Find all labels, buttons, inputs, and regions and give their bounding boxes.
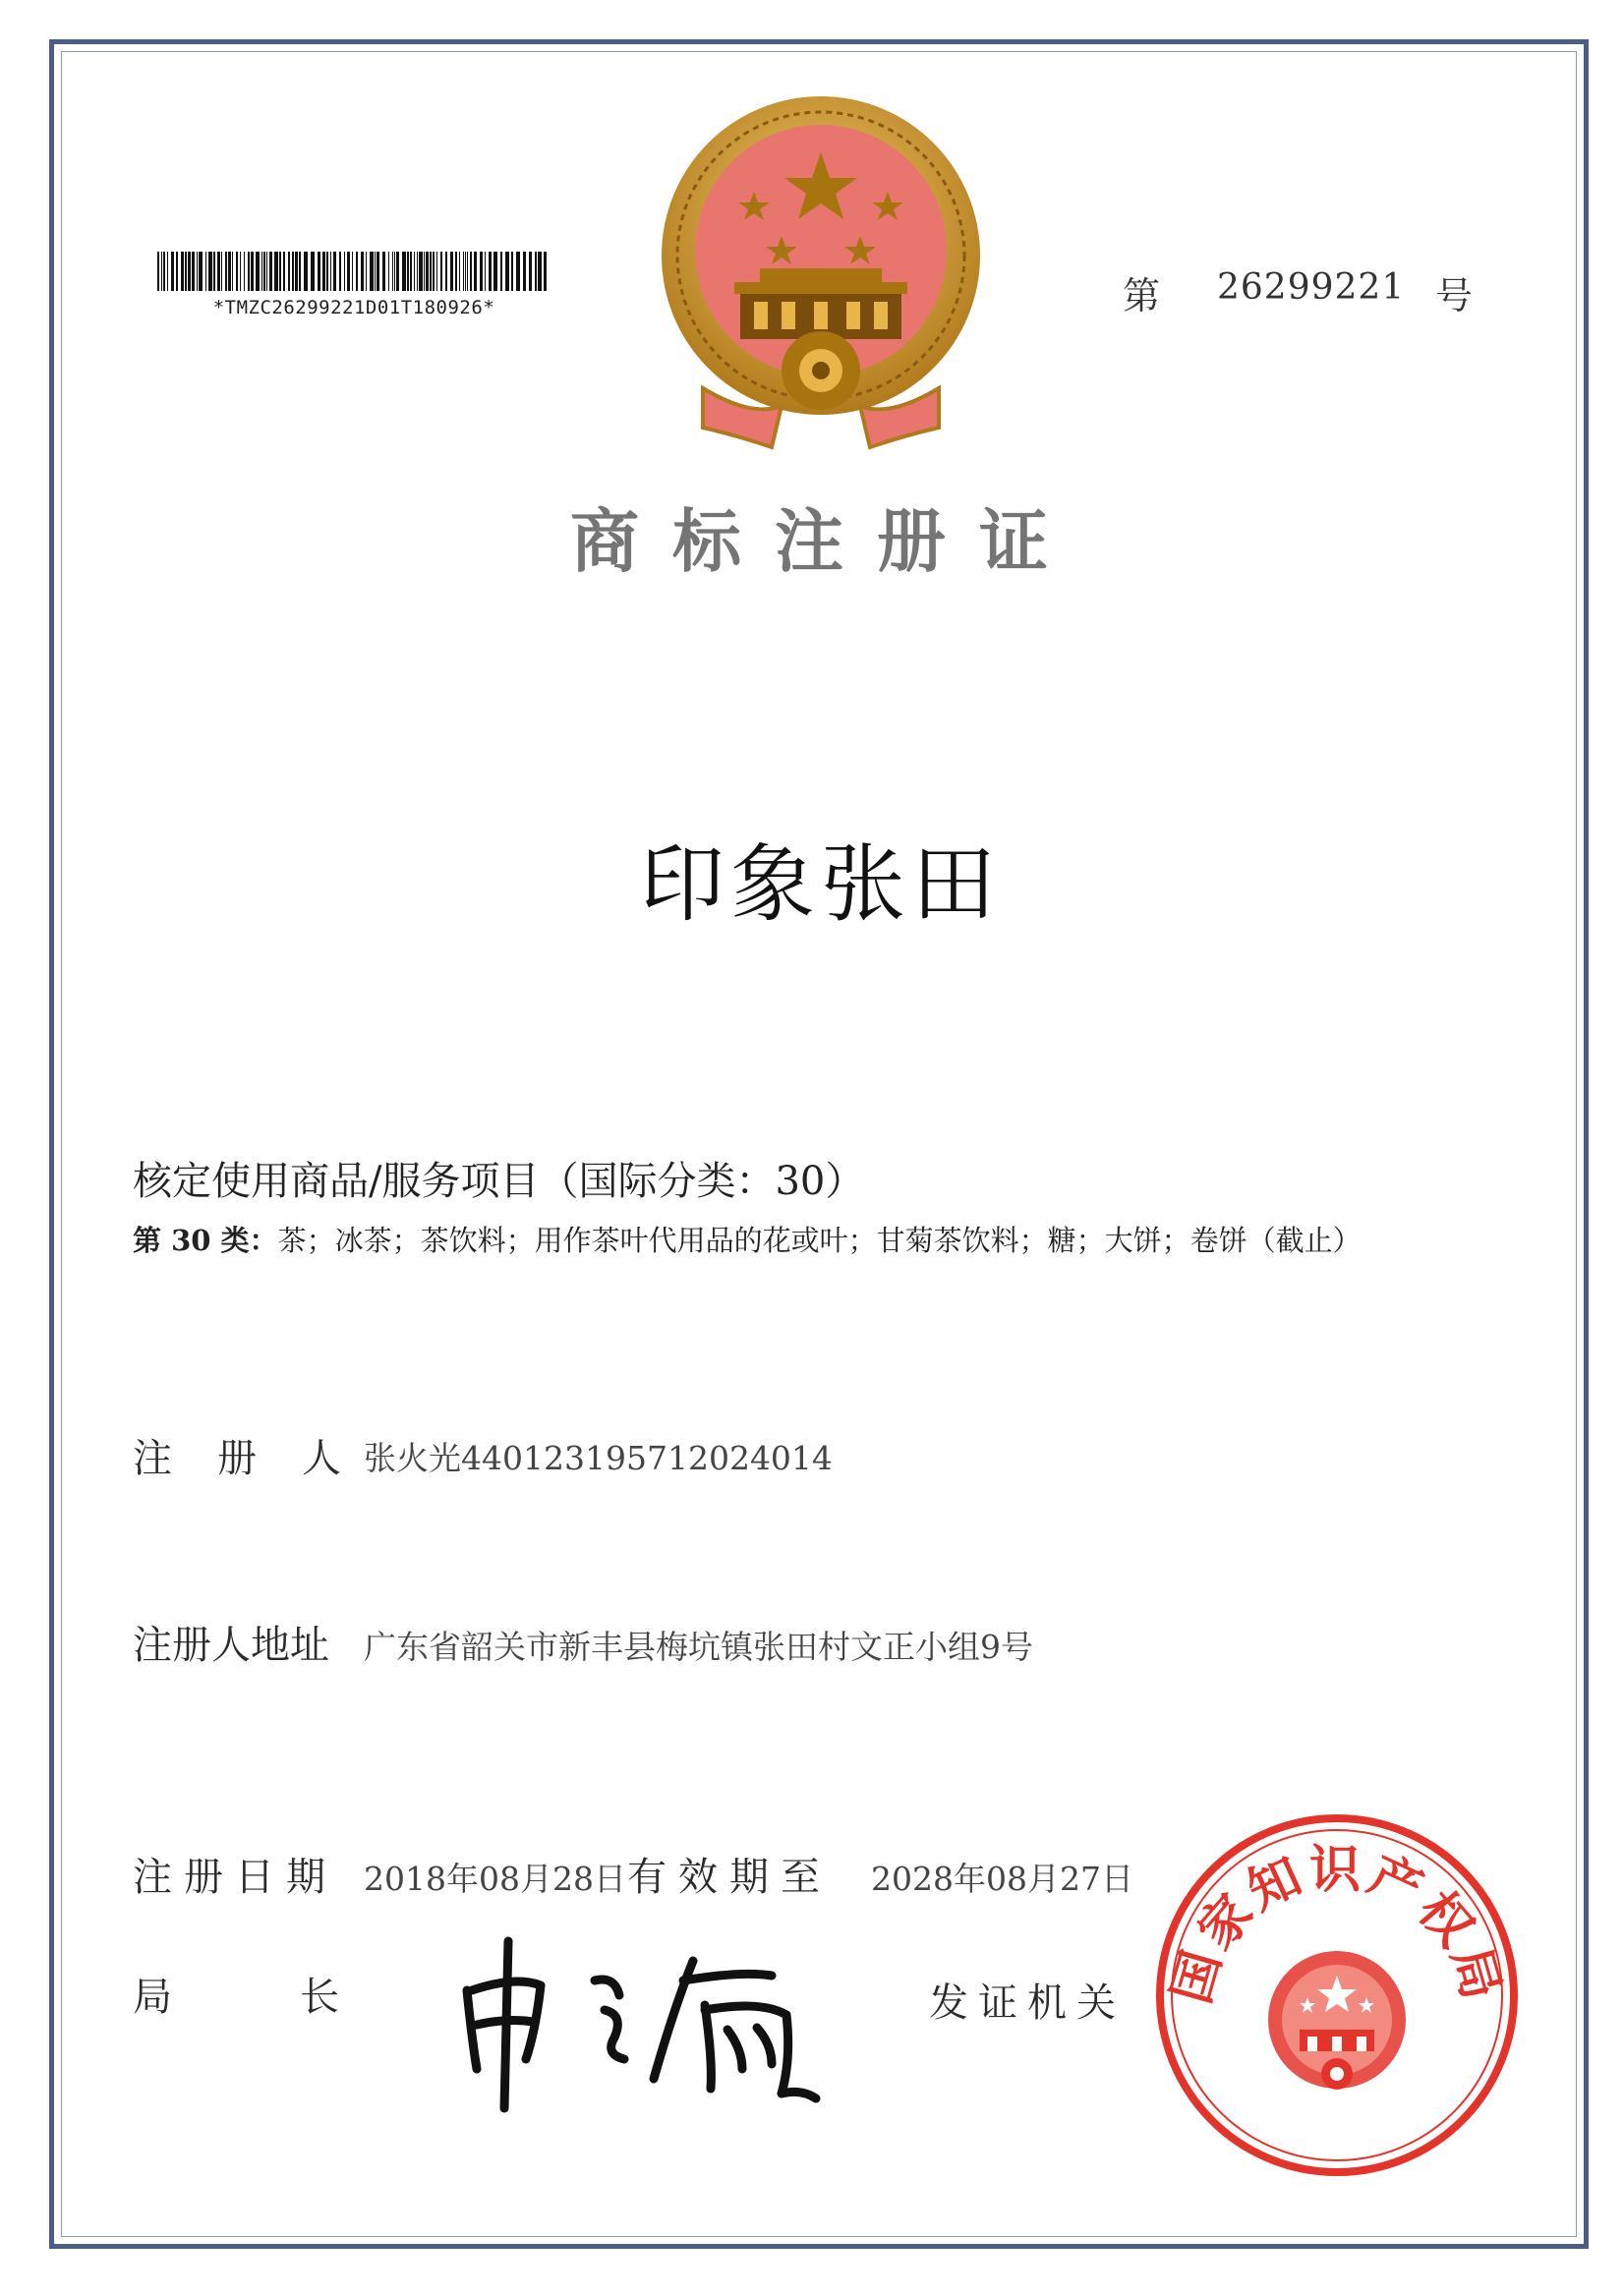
- barcode-bar: [474, 252, 477, 291]
- barcode-bar: [426, 252, 429, 291]
- registrant-label: 注册人: [133, 1436, 386, 1481]
- barcode-bar: [181, 252, 184, 291]
- barcode-bar: [228, 252, 231, 291]
- barcode-bar: [185, 252, 187, 291]
- barcode-bar: [176, 252, 178, 291]
- barcode-bar: [208, 252, 212, 291]
- barcode-bar: [467, 252, 468, 291]
- barcode-bar: [392, 252, 393, 291]
- barcode-bar: [500, 252, 502, 291]
- barcode-bar: [188, 252, 191, 291]
- barcode-bar: [221, 252, 222, 291]
- barcode-bar: [480, 252, 483, 291]
- barcode-bar: [356, 252, 358, 291]
- barcode-bar: [538, 252, 542, 291]
- barcode-bar: [505, 252, 509, 291]
- barcode-bar: [232, 252, 233, 291]
- barcode-bar: [236, 252, 238, 291]
- barcode-bar: [244, 252, 245, 291]
- barcode-bar: [388, 252, 389, 291]
- barcode-bar: [463, 252, 464, 291]
- barcode-bar: [529, 252, 532, 291]
- barcode-bar: [266, 252, 267, 291]
- national-emblem-icon: [644, 93, 998, 467]
- barcode-bar: [523, 252, 526, 291]
- registration-date-label: 注册日期: [133, 1855, 337, 1900]
- barcode-bar: [304, 252, 308, 291]
- valid-until-value: 2028年08月27日: [871, 1860, 1133, 1898]
- barcode-bar: [261, 252, 262, 291]
- barcode-bar: [333, 252, 336, 291]
- barcode-bar: [535, 252, 537, 291]
- barcode-bar: [339, 252, 341, 291]
- barcode-bar: [430, 252, 432, 291]
- barcode-bar: [256, 252, 260, 291]
- barcode-bar: [366, 252, 367, 291]
- barcode-bar: [171, 252, 174, 291]
- barcode-bar: [511, 252, 513, 291]
- barcode-bar: [370, 252, 374, 291]
- barcode-bar: [274, 252, 278, 291]
- barcode-graphic: [157, 252, 551, 291]
- goods-services-list: [133, 1219, 1362, 1259]
- barcode-bar: [382, 252, 385, 291]
- barcode-bar: [326, 252, 328, 291]
- barcode-bar: [361, 252, 364, 291]
- barcode-bar: [197, 252, 198, 291]
- barcode-bar: [347, 252, 350, 291]
- barcode-bar: [396, 252, 399, 291]
- barcode-bar: [322, 252, 325, 291]
- barcode-bar: [417, 252, 418, 291]
- barcode-bar: [248, 252, 250, 291]
- barcode-bar: [279, 252, 281, 291]
- barcode-bar: [330, 252, 331, 291]
- barcode-bar: [516, 252, 520, 291]
- barcode-bar: [161, 252, 162, 291]
- barcode-bar: [377, 252, 379, 291]
- barcode-bar: [344, 252, 345, 291]
- barcode-bar: [295, 252, 298, 291]
- goods-class-label: 第 30 类：: [133, 1224, 278, 1257]
- barcode-bar: [157, 252, 159, 291]
- seal-text: 国家知识产权局: [1161, 1840, 1513, 2010]
- barcode-bar: [485, 252, 486, 291]
- barcode-bar: [465, 252, 466, 291]
- barcode-bar: [402, 252, 406, 291]
- barcode-bar: [470, 252, 472, 291]
- barcode-bar: [251, 252, 254, 291]
- barcode-bar: [489, 252, 492, 291]
- barcode-text: *TMZC26299221D01T180926*: [212, 297, 495, 318]
- goods-items: 茶；冰茶；茶饮料；用作茶叶代用品的花或叶；甘菊茶饮料；糖；大饼；卷饼（截止）: [277, 1224, 1362, 1257]
- barcode-bar: [424, 252, 425, 291]
- valid-until-label: 有效期至: [627, 1855, 832, 1900]
- barcode-bar: [217, 252, 220, 291]
- barcode-bar: [299, 252, 301, 291]
- barcode-bar: [544, 252, 547, 291]
- barcode-bar: [445, 252, 447, 291]
- certificate-number-prefix: 第: [1123, 274, 1161, 317]
- barcode-bar: [283, 252, 285, 291]
- goods-services-heading: 核定使用商品/服务项目（国际分类：30）: [133, 1159, 865, 1204]
- barcode-bar: [199, 252, 203, 291]
- barcode-bar: [419, 252, 423, 291]
- barcode-bar: [213, 252, 215, 291]
- barcode-bar: [459, 252, 460, 291]
- registrant-address-value: 广东省韶关市新丰县梅坑镇张田村文正小组9号: [364, 1628, 1033, 1666]
- barcode-bar: [433, 252, 435, 291]
- barcode-bar: [410, 252, 412, 291]
- barcode-bar: [455, 252, 457, 291]
- director-label: 局长: [133, 1975, 467, 2020]
- barcode-bar: [240, 252, 241, 291]
- certificate-number-suffix: 号: [1435, 274, 1474, 317]
- director-signature: [447, 1922, 880, 2118]
- barcode-bar: [394, 252, 395, 291]
- barcode-bar: [192, 252, 195, 291]
- barcode-bar: [269, 252, 272, 291]
- barcode-bar: [440, 252, 442, 291]
- barcode-bar: [493, 252, 497, 291]
- barcode-bar: [375, 252, 376, 291]
- barcode-bar: [352, 252, 353, 291]
- barcode-bar: [318, 252, 320, 291]
- barcode-bar: [167, 252, 168, 291]
- barcode-bar: [163, 252, 165, 291]
- barcode-bar: [225, 252, 227, 291]
- barcode-bar: [288, 252, 290, 291]
- official-seal-icon: [1150, 1808, 1524, 2182]
- barcode-bar: [436, 252, 437, 291]
- document-title: 商标注册证: [570, 500, 1081, 582]
- registrant-address-label: 注册人地址: [133, 1623, 329, 1668]
- issuing-authority-label: 发证机关: [929, 1980, 1126, 2026]
- barcode-bar: [414, 252, 415, 291]
- barcode-bar: [292, 252, 294, 291]
- barcode-bar: [450, 252, 453, 291]
- barcode-bar: [311, 252, 315, 291]
- registration-date-value: 2018年08月28日: [364, 1860, 626, 1898]
- registrant-value: 张火光440123195712024014: [364, 1439, 833, 1477]
- barcode-bar: [407, 252, 409, 291]
- trademark-name: 印象张田: [640, 835, 1002, 934]
- barcode-bar: [205, 252, 206, 291]
- barcode-bar: [263, 252, 265, 291]
- certificate-number: 26299221: [1217, 267, 1406, 308]
